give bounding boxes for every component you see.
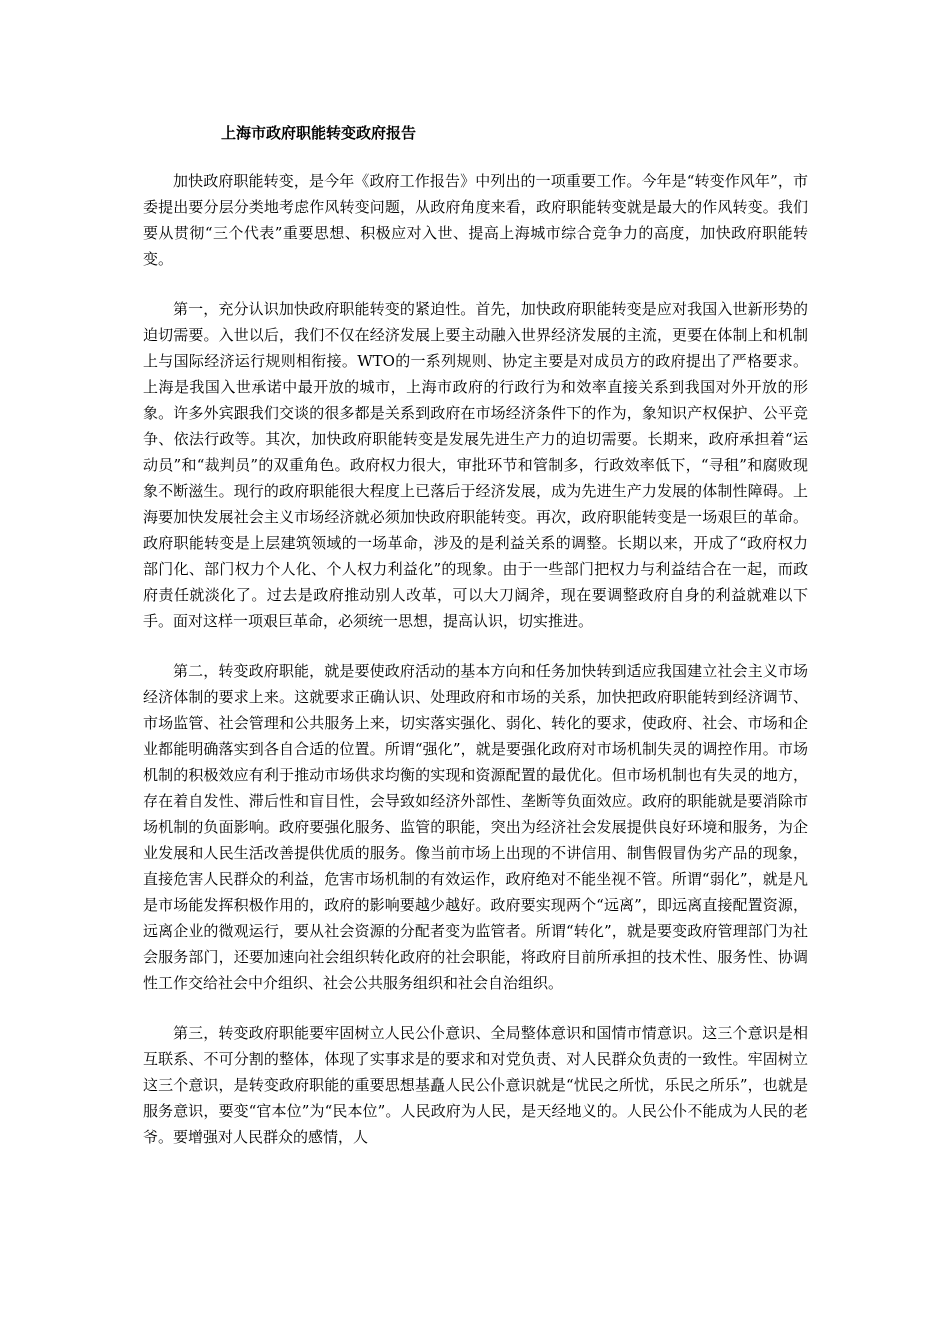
document-title: 上海市政府职能转变政府报告	[221, 124, 417, 142]
paragraph-third: 第三，转变政府职能要牢固树立人民公仆意识、全局整体意识和国情市情意识。这三个意识是相互联系、不可分割的整体，体现了实事求是的要求和对党负责、对人民群众负责的一致性。牢固树立这三个意识，是转变政府职能的重要思想基矗人民公仆意识就是“忧民之所忧，乐民之所乐”，也就是服务意识，要变“官本位”为“民本位”。人民政府为人民，是天经地义的。人民公仆不能成为人民的老爷。要增强对人民群众的感情，人	[143, 1024, 808, 1146]
paragraph-first: 第一，充分认识加快政府职能转变的紧迫性。首先，加快政府职能转变是应对我国入世新形势的迫切需要。入世以后，我们不仅在经济发展上要主动融入世界经济发展的主流，更要在体制上和机制上与国际经济运行规则相衔接。WTO的一系列规则、协定主要是对成员方的政府提出了严格要求。上海是我国入世承诺中最开放的城市，上海市政府的行政行为和效率直接关系到我国对外开放的形象。许多外宾跟我们交谈的很多都是关系到政府在市场经济条件下的作为，象知识产权保护、公平竞争、依法行政等。其次，加快政府职能转变是发展先进生产力的迫切需要。长期来，政府承担着“运动员”和“裁判员”的双重角色。政府权力很大，审批环节和管制多，行政效率低下，“寻租”和腐败现象不断滋生。现行的政府职能很大程度上已落后于经济发展，成为先进生产力发展的体制性障碍。上海要加快发展社会主义市场经济就必须加快政府职能转变。再次，政府职能转变是一场艰巨的革命。政府职能转变是上层建筑领域的一场革命，涉及的是利益关系的调整。长期以来，开成了“政府权力部门化、部门权力个人化、个人权力利益化”的现象。由于一些部门把权力与利益结合在一起，而政府责任就淡化了。过去是政府推动别人改革，可以大刀阔斧，现在要调整政府自身的利益就难以下手。面对这样一项艰巨革命，必须统一思想，提高认识，切实推进。	[143, 300, 808, 630]
document-page	[143, 120, 808, 1150]
paragraph-intro: 加快政府职能转变，是今年《政府工作报告》中列出的一项重要工作。今年是“转变作风年”，市委提出要分层分类地考虑作风转变问题，从政府角度来看，政府职能转变就是最大的作风转变。我们要从贯彻“三个代表”重要思想、积极应对入世、提高上海城市综合竞争力的高度，加快政府职能转变。	[143, 172, 808, 268]
paragraph-second: 第二，转变政府职能，就是要使政府活动的基本方向和任务加快转到适应我国建立社会主义市场经济体制的要求上来。这就要求正确认识、处理政府和市场的关系，加快把政府职能转到经济调节、市场监管、社会管理和公共服务上来，切实落实强化、弱化、转化的要求，使政府、社会、市场和企业都能明确落实到各自合适的位置。所谓“强化”，就是要强化政府对市场机制失灵的调控作用。市场机制的积极效应有利于推动市场供求均衡的实现和资源配置的最优化。但市场机制也有失灵的地方，存在着自发性、滞后性和盲目性，会导致如经济外部性、垄断等负面效应。政府的职能就是要消除市场机制的负面影响。政府要强化服务、监管的职能，突出为经济社会发展提供良好环境和服务，为企业发展和人民生活改善提供优质的服务。像当前市场上出现的不讲信用、制售假冒伪劣产品的现象，直接危害人民群众的利益，危害市场机制的有效运作，政府绝对不能坐视不管。所谓“弱化”，就是凡是市场能发挥积极作用的，政府的影响要越少越好。政府要实现两个“远离”，即远离直接配置资源，远离企业的微观运行，要从社会资源的分配者变为监管者。所谓“转化”，就是要变政府管理部门为社会服务部门，还要加速向社会组织转化政府的社会职能，将政府目前所承担的技术性、服务性、协调性工作交给社会中介组织、社会公共服务组织和社会自治组织。	[143, 662, 808, 992]
